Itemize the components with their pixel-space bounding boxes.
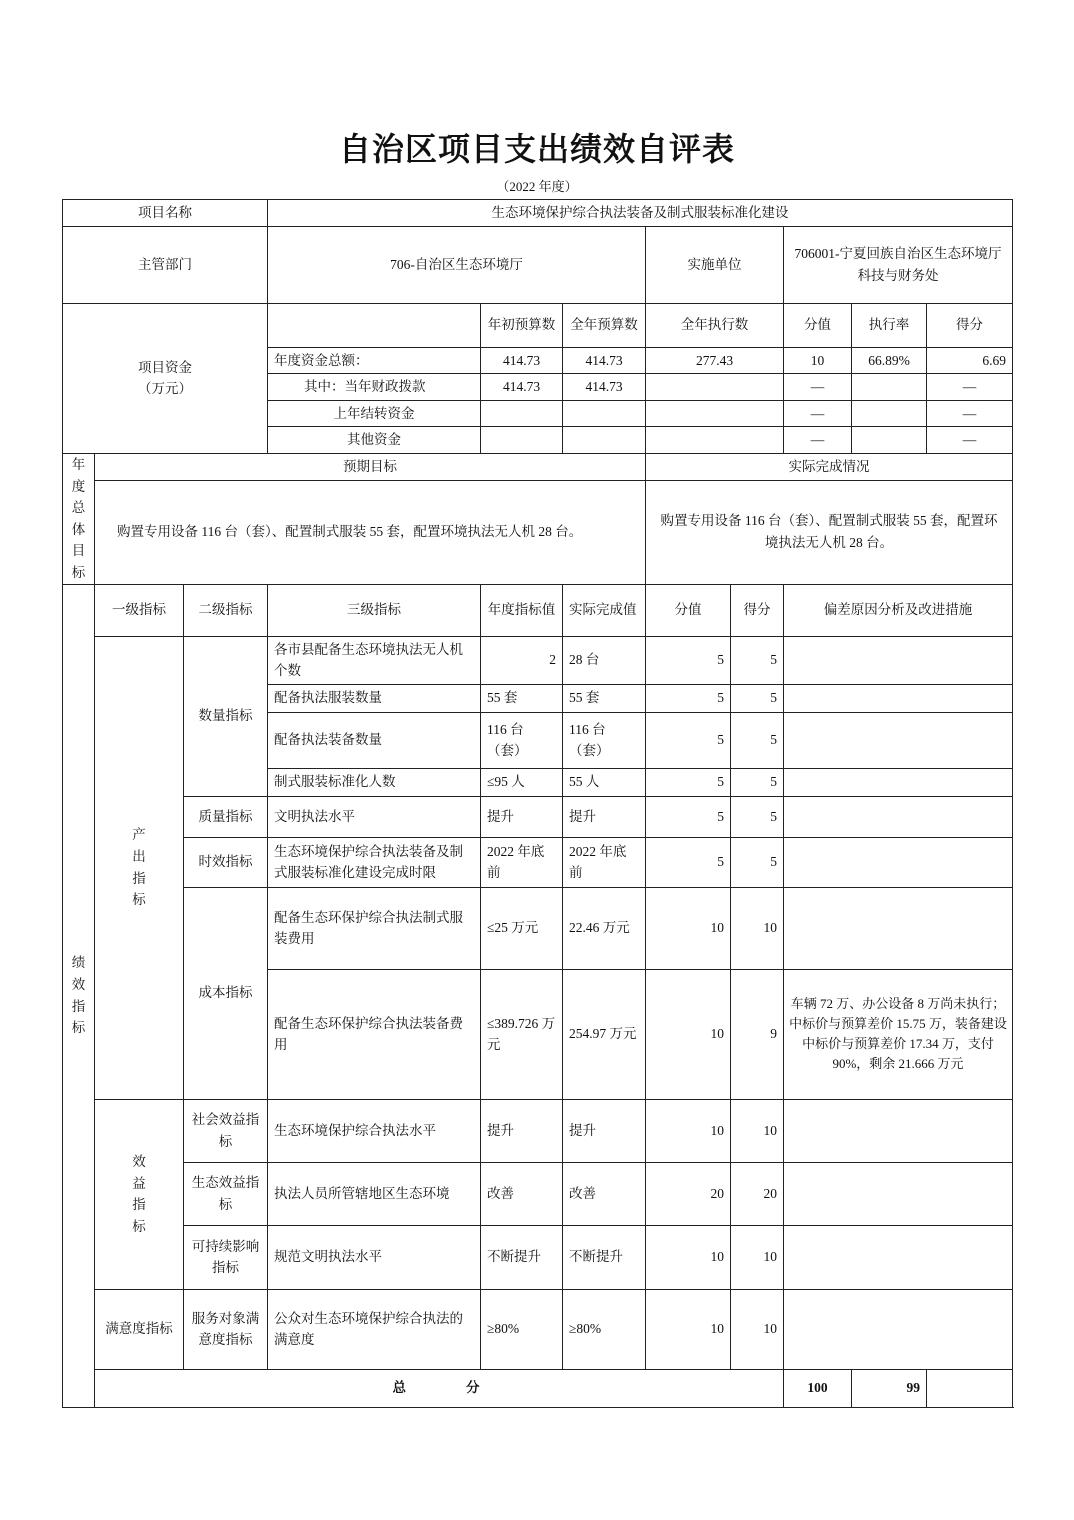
l2-quantity: 数量指标: [184, 636, 268, 796]
funds-row-exec: [646, 400, 784, 427]
target-value: 提升: [481, 796, 563, 837]
goals-side-label: [63, 453, 95, 584]
score-value: 5: [646, 712, 731, 768]
expected-goal-text: 购置专用设备 116 台（套）、配置制式服装 55 套，配置环境执法无人机 28 台。: [95, 480, 646, 584]
indicator-row: [63, 1162, 1013, 1225]
funds-row-score: —: [927, 374, 1013, 401]
score: 5: [731, 837, 784, 887]
l2-time: 时效指标: [184, 837, 268, 887]
target-value: 55 套: [481, 684, 563, 712]
l3-text: 规范文明执法水平: [268, 1225, 481, 1289]
goals-side-char: 目: [71, 543, 86, 559]
project-name-label: 项目名称: [63, 200, 268, 227]
actual-value: 22.46 万元: [563, 887, 646, 969]
indicators-side-char: 效: [71, 977, 86, 993]
goals-content-row: [63, 480, 1013, 584]
l3-text: 配备执法装备数量: [268, 712, 481, 768]
actual-value: 2022 年底前: [563, 837, 646, 887]
score: 5: [731, 636, 784, 684]
reason: [784, 796, 1013, 837]
expected-goal-label: 预期目标: [95, 453, 646, 480]
actual-goal-text: 购置专用设备 116 台（套）、配置制式服装 55 套，配置环境执法无人机 28 台。: [646, 480, 1013, 584]
funds-row-exec: [646, 427, 784, 454]
reason: [784, 712, 1013, 768]
reason: [784, 1225, 1013, 1289]
col-rate: 执行率: [852, 303, 927, 347]
page-title: 自治区项目支出绩效自评表: [338, 130, 735, 168]
total-blank: [927, 1369, 1013, 1407]
l2-cost: 成本指标: [184, 887, 268, 1099]
total-label: 总分: [95, 1369, 784, 1407]
actual-value: 提升: [563, 796, 646, 837]
funds-row-score: —: [927, 400, 1013, 427]
funds-row-rate: 66.89%: [852, 347, 927, 374]
funds-row-exec: 277.43: [646, 347, 784, 374]
l3-text: 各市县配备生态环境执法无人机个数: [268, 636, 481, 684]
total-row: [63, 1369, 1013, 1407]
funds-row-value: —: [784, 427, 852, 454]
reason: [784, 887, 1013, 969]
project-name-row: [63, 200, 1013, 227]
evaluation-table: [62, 199, 1013, 1408]
indicator-row: [63, 796, 1013, 837]
impl-value: 706001-宁夏回族自治区生态环境厅科技与财务处: [784, 226, 1013, 303]
l3-text: 执法人员所管辖地区生态环境: [268, 1162, 481, 1225]
l3-text: 公众对生态环境保护综合执法的满意度: [268, 1289, 481, 1369]
goals-header-row: [63, 453, 1013, 480]
l1-output-char: 指: [132, 870, 146, 886]
funds-label: [63, 303, 268, 453]
actual-value: 55 套: [563, 684, 646, 712]
funds-label-line2: （万元）: [138, 381, 192, 397]
target-value: 116 台（套）: [481, 712, 563, 768]
l3-text: 生态环境保护综合执法装备及制式服装标准化建设完成时限: [268, 837, 481, 887]
funds-row-rate: [852, 427, 927, 454]
goals-side-char: 年: [71, 456, 86, 472]
funds-row-rate: [852, 374, 927, 401]
goals-side-char: 总: [71, 500, 86, 516]
h-level1: 一级指标: [95, 584, 184, 636]
h-actual: 实际完成值: [563, 584, 646, 636]
target-value: ≤95 人: [481, 768, 563, 796]
score-value: 5: [646, 768, 731, 796]
reason: [784, 1289, 1013, 1369]
funds-row-label: 其他资金: [268, 427, 481, 454]
score: 9: [731, 969, 784, 1099]
score-value: 20: [646, 1162, 731, 1225]
funds-row-initial: [481, 427, 563, 454]
indicators-header-row: [63, 584, 1013, 636]
total-value: 100: [784, 1369, 852, 1407]
l1-benefit: [95, 1099, 184, 1289]
funds-row-full: [563, 427, 646, 454]
score-value: 10: [646, 887, 731, 969]
funds-row-full: 414.73: [563, 374, 646, 401]
l2-eco: 生态效益指标: [184, 1162, 268, 1225]
department-row: [63, 226, 1013, 303]
actual-value: 不断提升: [563, 1225, 646, 1289]
indicator-row: [63, 1225, 1013, 1289]
score: 20: [731, 1162, 784, 1225]
l3-text: 生态环境保护综合执法水平: [268, 1099, 481, 1162]
score: 5: [731, 768, 784, 796]
l3-text: 配备生态环保护综合执法制式服装费用: [268, 887, 481, 969]
funds-row-label: 年度资金总额：: [268, 347, 481, 374]
reason: [784, 1162, 1013, 1225]
funds-row-value: —: [784, 374, 852, 401]
indicators-side-char: 绩: [71, 955, 86, 971]
funds-row-initial: 414.73: [481, 347, 563, 374]
indicators-side-label: [63, 584, 95, 1407]
score: 10: [731, 887, 784, 969]
score-value: 10: [646, 1289, 731, 1369]
score: 5: [731, 796, 784, 837]
l3-text: 文明执法水平: [268, 796, 481, 837]
indicator-row: [63, 837, 1013, 887]
l1-output-char: 标: [132, 892, 146, 908]
actual-value: 254.97 万元: [563, 969, 646, 1099]
indicator-row: [63, 887, 1013, 969]
target-value: 2022 年底前: [481, 837, 563, 887]
l2-sustain: 可持续影响指标: [184, 1225, 268, 1289]
indicator-row: [63, 1099, 1013, 1162]
funds-row-full: [563, 400, 646, 427]
l1-output-char: 出: [132, 849, 146, 865]
target-value: 不断提升: [481, 1225, 563, 1289]
reason: [784, 1099, 1013, 1162]
col-score-value: 分值: [784, 303, 852, 347]
indicator-row: [63, 1289, 1013, 1369]
funds-row-label: 其中：当年财政拨款: [268, 374, 481, 401]
target-value: ≤389.726 万元: [481, 969, 563, 1099]
reason: [784, 636, 1013, 684]
funds-row-value: 10: [784, 347, 852, 374]
col-full-budget: 全年预算数: [563, 303, 646, 347]
actual-value: 55 人: [563, 768, 646, 796]
l1-output: [95, 636, 184, 1099]
reason: 车辆 72 万、办公设备 8 万尚未执行；中标价与预算差价 15.75 万，装备建设中标价与预算差价 17.34 万，支付 90%，剩余 21.666 万元: [784, 969, 1013, 1099]
actual-value: 28 台: [563, 636, 646, 684]
score-value: 5: [646, 837, 731, 887]
score-value: 5: [646, 636, 731, 684]
l1-benefit-char: 标: [132, 1218, 146, 1234]
score: 5: [731, 712, 784, 768]
target-value: 改善: [481, 1162, 563, 1225]
target-value: 提升: [481, 1099, 563, 1162]
col-score: 得分: [927, 303, 1013, 347]
funds-row-label: 上年结转资金: [268, 400, 481, 427]
score: 10: [731, 1099, 784, 1162]
score-value: 10: [646, 1225, 731, 1289]
score: 5: [731, 684, 784, 712]
actual-goal-label: 实际完成情况: [646, 453, 1013, 480]
funds-row-score: 6.69: [927, 347, 1013, 374]
l2-social: 社会效益指标: [184, 1099, 268, 1162]
l1-benefit-char: 益: [132, 1175, 146, 1191]
score: 10: [731, 1289, 784, 1369]
indicators-side-char: 标: [71, 1020, 86, 1036]
indicator-row: [63, 636, 1013, 684]
actual-value: 提升: [563, 1099, 646, 1162]
l2-quality: 质量指标: [184, 796, 268, 837]
funds-row-exec: [646, 374, 784, 401]
funds-header-blank: [268, 303, 481, 347]
l3-text: 制式服装标准化人数: [268, 768, 481, 796]
l3-text: 配备执法服装数量: [268, 684, 481, 712]
project-name-value: 生态环境保护综合执法装备及制式服装标准化建设: [268, 200, 1013, 227]
funds-row-score: —: [927, 427, 1013, 454]
goals-side-char: 度: [71, 478, 86, 494]
l1-satisfaction: 满意度指标: [95, 1289, 184, 1369]
funds-row-value: —: [784, 400, 852, 427]
score-value: 5: [646, 796, 731, 837]
impl-label: 实施单位: [646, 226, 784, 303]
goals-side-char: 体: [71, 521, 86, 537]
score-value: 10: [646, 1099, 731, 1162]
funds-row-initial: [481, 400, 563, 427]
dept-value: 706-自治区生态环境厅: [268, 226, 646, 303]
col-exec: 全年执行数: [646, 303, 784, 347]
funds-label-line1: 项目资金: [138, 359, 192, 375]
l3-text: 配备生态环保护综合执法装备费用: [268, 969, 481, 1099]
score-value: 5: [646, 684, 731, 712]
reason: [784, 837, 1013, 887]
reason: [784, 768, 1013, 796]
h-value: 分值: [646, 584, 731, 636]
col-initial-budget: 年初预算数: [481, 303, 563, 347]
reason: [784, 684, 1013, 712]
funds-row-initial: 414.73: [481, 374, 563, 401]
funds-row-full: 414.73: [563, 347, 646, 374]
h-level3: 三级指标: [268, 584, 481, 636]
target-value: 2: [481, 636, 563, 684]
score: 10: [731, 1225, 784, 1289]
l2-service: 服务对象满意度指标: [184, 1289, 268, 1369]
l1-output-char: 产: [132, 827, 146, 843]
total-score: 99: [852, 1369, 927, 1407]
l1-benefit-char: 效: [132, 1154, 146, 1170]
actual-value: 116 台（套）: [563, 712, 646, 768]
h-target: 年度指标值: [481, 584, 563, 636]
actual-value: ≥80%: [563, 1289, 646, 1369]
target-value: ≥80%: [481, 1289, 563, 1369]
year-label: （2022 年度）: [496, 179, 578, 194]
h-level2: 二级指标: [184, 584, 268, 636]
actual-value: 改善: [563, 1162, 646, 1225]
l1-benefit-char: 指: [132, 1197, 146, 1213]
h-reason: 偏差原因分析及改进措施: [784, 584, 1013, 636]
funds-row-rate: [852, 400, 927, 427]
h-score: 得分: [731, 584, 784, 636]
score-value: 10: [646, 969, 731, 1099]
indicators-side-char: 指: [71, 998, 86, 1014]
goals-side-char: 标: [71, 564, 86, 580]
dept-label: 主管部门: [63, 226, 268, 303]
funds-header-row: [63, 303, 1013, 347]
target-value: ≤25 万元: [481, 887, 563, 969]
